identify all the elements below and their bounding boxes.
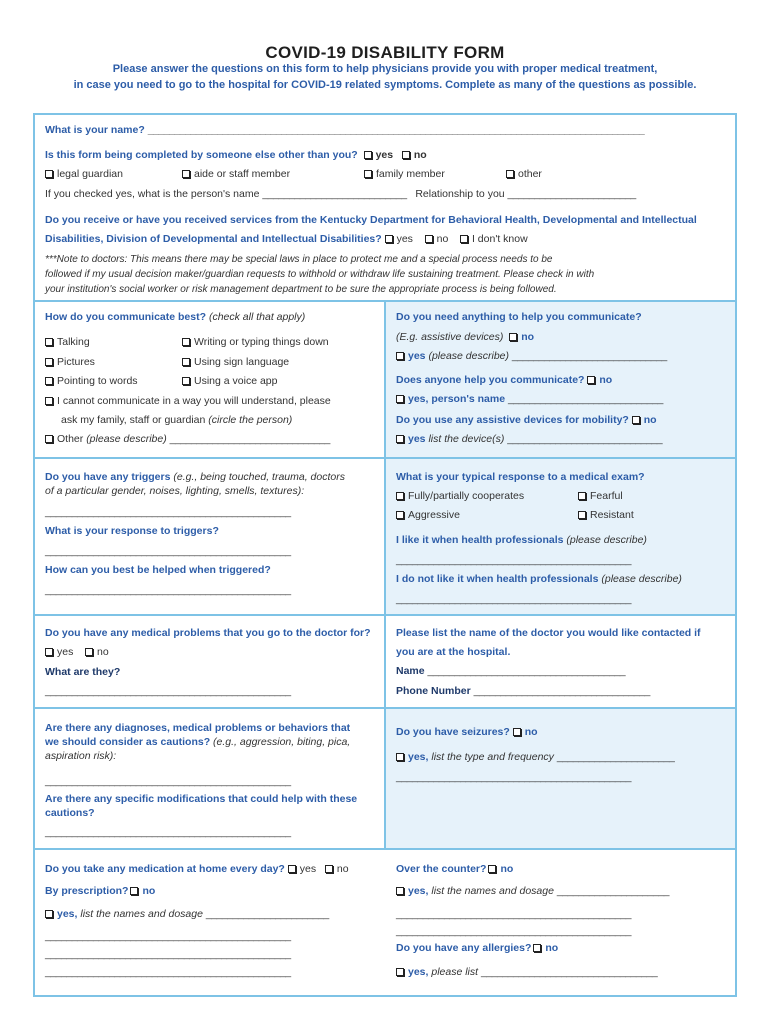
allergies-field[interactable]: _________________________________ (480, 966, 658, 978)
no-label: no (500, 863, 514, 875)
family-checkbox[interactable] (364, 170, 372, 178)
doctor-name-label: Name (396, 665, 425, 677)
triggers-hint: (e.g., being touched, trauma, doctors (173, 471, 345, 483)
pictures-checkbox[interactable] (45, 358, 53, 366)
talking-label: Talking (57, 336, 90, 348)
fearful-label: Fearful (590, 490, 623, 502)
circle-hint: (circle the person) (208, 414, 293, 426)
cooperates-label: Fully/partially cooperates (408, 490, 525, 502)
helper-name-field[interactable]: _____________________________ (507, 393, 663, 405)
writing-checkbox[interactable] (182, 338, 190, 346)
other-label: other (518, 168, 542, 180)
legal-guardian-label: legal guardian (57, 168, 123, 180)
help-yes-checkbox[interactable] (396, 395, 404, 403)
medication-label: Do you take any medication at home every day? (45, 863, 285, 875)
seizures-label: Do you have seizures? (396, 726, 510, 738)
name-label: What is your name? (45, 124, 145, 136)
completed-no-checkbox[interactable] (402, 151, 410, 159)
diagnoses-question-line-2 (45, 736, 350, 748)
legal-guardian-checkbox[interactable] (45, 170, 53, 178)
response-question: What is your response to triggers? (45, 525, 219, 537)
resistant-label: Resistant (590, 509, 634, 521)
yes-label: yes (396, 233, 413, 245)
form-subtitle-line-2: in case you need to go to the hospital for COVID-19 related symptoms. Complete as many of the questions as possible. (73, 79, 697, 91)
doctor-question-line-1: Please list the name of the doctor you would like contacted if (396, 627, 701, 639)
yes-label: yes, (408, 751, 429, 763)
dept-question-line-1: Do you receive or have you received services from the Kentucky Department for Behavioral Health, Developmental and Intellectual (45, 214, 697, 226)
other-comm-checkbox[interactable] (45, 435, 53, 443)
prescription-yes-checkbox[interactable] (45, 910, 53, 918)
pointing-label: Pointing to words (57, 375, 138, 387)
otc-label: Over the counter? (396, 863, 487, 875)
modifications-field[interactable]: ______________________________________________ (45, 826, 291, 838)
helped-field[interactable]: ______________________________________________ (45, 584, 291, 596)
otc-names-field[interactable]: _____________________ (556, 885, 670, 897)
prescription-label: By prescription? (45, 885, 129, 897)
seizures-yes-checkbox[interactable] (396, 753, 404, 761)
no-label: no (413, 149, 427, 161)
describe-hint: (please describe) (428, 350, 509, 362)
pointing-checkbox[interactable] (45, 377, 53, 385)
aide-label: aide or staff member (194, 168, 291, 180)
column-divider (384, 301, 386, 848)
fearful-option (578, 490, 623, 502)
triggers-hint-2: of a particular gender, noises, lighting, smells, textures): (45, 485, 305, 497)
doctor-phone-field[interactable]: _________________________________ (473, 685, 650, 697)
diagnoses-hint: (e.g., aggression, biting, pica, (213, 736, 351, 748)
relationship-field[interactable]: ________________________ (507, 188, 636, 200)
other-comm-field[interactable]: ______________________________ (169, 433, 330, 445)
legal-guardian-option (45, 168, 123, 180)
voice-app-label: Using a voice app (194, 375, 278, 387)
cannot-checkbox[interactable] (45, 397, 53, 405)
eg-hint: (E.g. assistive devices) (396, 331, 504, 343)
medical-problems-question: Do you have any medical problems that you go to the doctor for? (45, 627, 371, 639)
voice-app-checkbox[interactable] (182, 377, 190, 385)
dept-no-checkbox[interactable] (425, 235, 433, 243)
otc-yes-option (396, 885, 669, 897)
yes-label: yes (375, 149, 394, 161)
modifications-question-line-2: cautions? (45, 807, 95, 819)
triggers-question (45, 471, 345, 483)
aide-option (182, 168, 290, 180)
writing-label: Writing or typing things down (194, 336, 329, 348)
other-comm-label: Other (57, 433, 84, 445)
fearful-checkbox[interactable] (578, 492, 586, 500)
triggers-label: Do you have any triggers (45, 471, 171, 483)
dept-yes-checkbox[interactable] (385, 235, 393, 243)
names-hint: list the names and dosage (80, 908, 203, 920)
medical-options (45, 646, 109, 658)
family-option (364, 168, 445, 180)
diagnoses-question-line-1: Are there any diagnoses, medical problems or behaviors that (45, 722, 351, 734)
medical-no-checkbox[interactable] (85, 648, 93, 656)
person-name-row (45, 188, 636, 200)
voice-app-option (182, 375, 277, 387)
yes-label: yes, (408, 885, 429, 897)
sign-checkbox[interactable] (182, 358, 190, 366)
dont-know-label: I don't know (471, 233, 528, 245)
divider (35, 848, 735, 850)
name-question (45, 124, 644, 136)
allergies-yes-option (396, 966, 657, 978)
yes-label: yes (57, 646, 74, 658)
need-yes-checkbox[interactable] (396, 352, 404, 360)
device-list-field[interactable]: _____________________________ (507, 433, 663, 445)
yes-label: yes (408, 350, 426, 362)
prescription-yes-option (45, 908, 329, 920)
otc-yes-checkbox[interactable] (396, 887, 404, 895)
doctor-phone-label: Phone Number (396, 685, 471, 697)
aggressive-option (396, 509, 460, 521)
note-line: ***Note to doctors: This means there may be special laws in place to protect me and a special process needs to be (45, 254, 553, 265)
completed-yes-checkbox[interactable] (364, 151, 372, 159)
note-line: your institution's social worker or risk management department to be sure the appropriate process is being followed. (45, 284, 557, 295)
assist-yes-option (396, 433, 662, 445)
form-title: COVID-19 DISABILITY FORM (265, 43, 505, 62)
like-question (396, 534, 647, 546)
person-name-label: yes, person's name (408, 393, 506, 405)
assist-no-checkbox[interactable] (632, 416, 640, 424)
help-yes-option (396, 393, 663, 405)
dislike-label: I do not like it when health professionals (396, 573, 599, 585)
response-field[interactable]: ______________________________________________ (45, 545, 291, 557)
seizure-type-field[interactable]: ______________________ (556, 751, 675, 763)
describe-hint: (please describe) (86, 433, 167, 445)
doctor-phone-row (396, 685, 650, 697)
need-no-checkbox[interactable] (509, 333, 517, 341)
medication-question (45, 863, 349, 875)
names-hint: list the names and dosage (431, 885, 554, 897)
resistant-checkbox[interactable] (578, 511, 586, 519)
please-list-hint: please list (431, 966, 479, 978)
other-option (506, 168, 542, 180)
otc-extra-field-2[interactable]: ____________________________________________ (396, 925, 631, 937)
modifications-question-line-1: Are there any specific modifications that could help with these (45, 793, 358, 805)
talking-option (45, 336, 90, 348)
seizures-yes-option (396, 751, 674, 763)
no-label: no (336, 863, 349, 875)
pictures-label: Pictures (57, 356, 95, 368)
no-label: no (545, 942, 559, 954)
no-label: no (524, 726, 538, 738)
completed-by-question (45, 149, 427, 161)
relationship-label: Relationship to you (415, 188, 505, 200)
otc-extra-field-1[interactable]: ____________________________________________ (396, 908, 631, 920)
cannot-label-2: ask my family, staff or guardian (61, 414, 206, 426)
exam-question: What is your typical response to a medical exam? (396, 471, 645, 483)
type-hint: list the type and frequency (431, 751, 554, 763)
help-no-checkbox[interactable] (587, 376, 595, 384)
like-field[interactable]: ____________________________________________ (396, 554, 631, 566)
aggressive-checkbox[interactable] (396, 511, 404, 519)
family-label: family member (376, 168, 445, 180)
medical-problems-field[interactable]: ______________________________________________ (45, 685, 291, 697)
doctor-name-row (396, 665, 625, 677)
cannot-label: I cannot communicate in a way you will understand, please (57, 395, 331, 407)
list-hint: list the device(s) (428, 433, 505, 445)
allergies-question (396, 942, 558, 954)
aide-checkbox[interactable] (182, 170, 190, 178)
triggers-field[interactable]: ______________________________________________ (45, 506, 291, 518)
prescription-question (45, 885, 155, 897)
helped-question: How can you best be helped when triggered? (45, 564, 271, 576)
need-help-question: Do you need anything to help you communicate? (396, 311, 642, 323)
cooperates-checkbox[interactable] (396, 492, 404, 500)
otc-no-checkbox[interactable] (488, 865, 496, 873)
person-name-field[interactable]: ___________________________ (262, 188, 407, 200)
assist-yes-checkbox[interactable] (396, 435, 404, 443)
pointing-option (45, 375, 138, 387)
diagnoses-hint-2: aspiration risk): (45, 750, 117, 762)
dislike-question (396, 573, 682, 585)
seizure-extra-field[interactable]: ____________________________________________ (396, 771, 631, 783)
sign-option (182, 356, 289, 368)
need-describe-field[interactable]: _____________________________ (511, 350, 667, 362)
prescription-extra-field-3[interactable]: ______________________________________________ (45, 966, 291, 978)
prescription-names-field[interactable]: _______________________ (205, 908, 329, 920)
sign-label: Using sign language (194, 356, 290, 368)
doctor-note (45, 252, 594, 297)
need-help-eg (396, 331, 534, 343)
need-yes-option (396, 350, 667, 362)
no-label: no (97, 646, 109, 658)
dept-question-label: Disabilities, Division of Developmental and Intellectual Disabilities? (45, 233, 382, 245)
dept-question-line-2 (45, 233, 528, 245)
allergies-yes-checkbox[interactable] (396, 968, 404, 976)
communicate-label: How do you communicate best? (45, 311, 207, 323)
allergies-no-checkbox[interactable] (533, 944, 541, 952)
communicate-question (45, 311, 305, 323)
form-subtitle-line-1: Please answer the questions on this form to help physicians provide you with proper medical treatment, (112, 63, 658, 75)
prescription-extra-field-2[interactable]: ______________________________________________ (45, 948, 291, 960)
medical-yes-checkbox[interactable] (45, 648, 53, 656)
no-label: no (521, 331, 535, 343)
no-label: no (643, 414, 657, 426)
describe-hint: (please describe) (601, 573, 682, 585)
assist-question (396, 414, 657, 426)
no-label: no (142, 885, 156, 897)
cooperates-option (396, 490, 524, 502)
note-line: followed if my usual decision maker/guardian requests to withhold or withdraw life sustaining treatment. Please check in with (45, 269, 595, 280)
assist-label: Do you use any assistive devices for mobility? (396, 414, 629, 426)
what-are-they-label: What are they? (45, 666, 121, 678)
like-label: I like it when health professionals (396, 534, 564, 546)
writing-option (182, 336, 329, 348)
seizures-question (396, 726, 538, 738)
person-name-label: If you checked yes, what is the person's name (45, 188, 260, 200)
no-label: no (599, 374, 613, 386)
yes-label: yes (299, 863, 317, 875)
dislike-field[interactable]: ____________________________________________ (396, 593, 631, 605)
communicate-hint: (check all that apply) (208, 311, 306, 323)
cannot-option-line-2 (61, 414, 292, 426)
pictures-option (45, 356, 95, 368)
doctor-name-field[interactable]: _____________________________________ (427, 665, 626, 677)
yes-label: yes, (57, 908, 78, 920)
dept-dont-know-checkbox[interactable] (460, 235, 468, 243)
seizures-no-checkbox[interactable] (513, 728, 521, 736)
medication-yes-checkbox[interactable] (288, 865, 296, 873)
help-label: Does anyone help you communicate? (396, 374, 585, 386)
talking-checkbox[interactable] (45, 338, 53, 346)
other-checkbox[interactable] (506, 170, 514, 178)
yes-label: yes (408, 433, 426, 445)
otc-question (396, 863, 513, 875)
no-label: no (436, 233, 449, 245)
allergies-label: Do you have any allergies? (396, 942, 532, 954)
medication-no-checkbox[interactable] (325, 865, 333, 873)
other-comm-option (45, 433, 330, 445)
completed-by-label: Is this form being completed by someone else other than you? (45, 149, 358, 161)
diagnoses-field[interactable]: ______________________________________________ (45, 775, 291, 787)
prescription-extra-field-1[interactable]: ______________________________________________ (45, 930, 291, 942)
diagnoses-label: we should consider as cautions? (45, 736, 211, 748)
aggressive-label: Aggressive (408, 509, 460, 521)
doctor-question-line-2: you are at the hospital. (396, 646, 511, 658)
help-question (396, 374, 612, 386)
prescription-no-checkbox[interactable] (130, 887, 138, 895)
resistant-option (578, 509, 634, 521)
describe-hint: (please describe) (566, 534, 647, 546)
cannot-option (45, 395, 331, 407)
name-field[interactable]: _____________________________________________________________________________________________ (147, 124, 645, 136)
yes-label: yes, (408, 966, 429, 978)
